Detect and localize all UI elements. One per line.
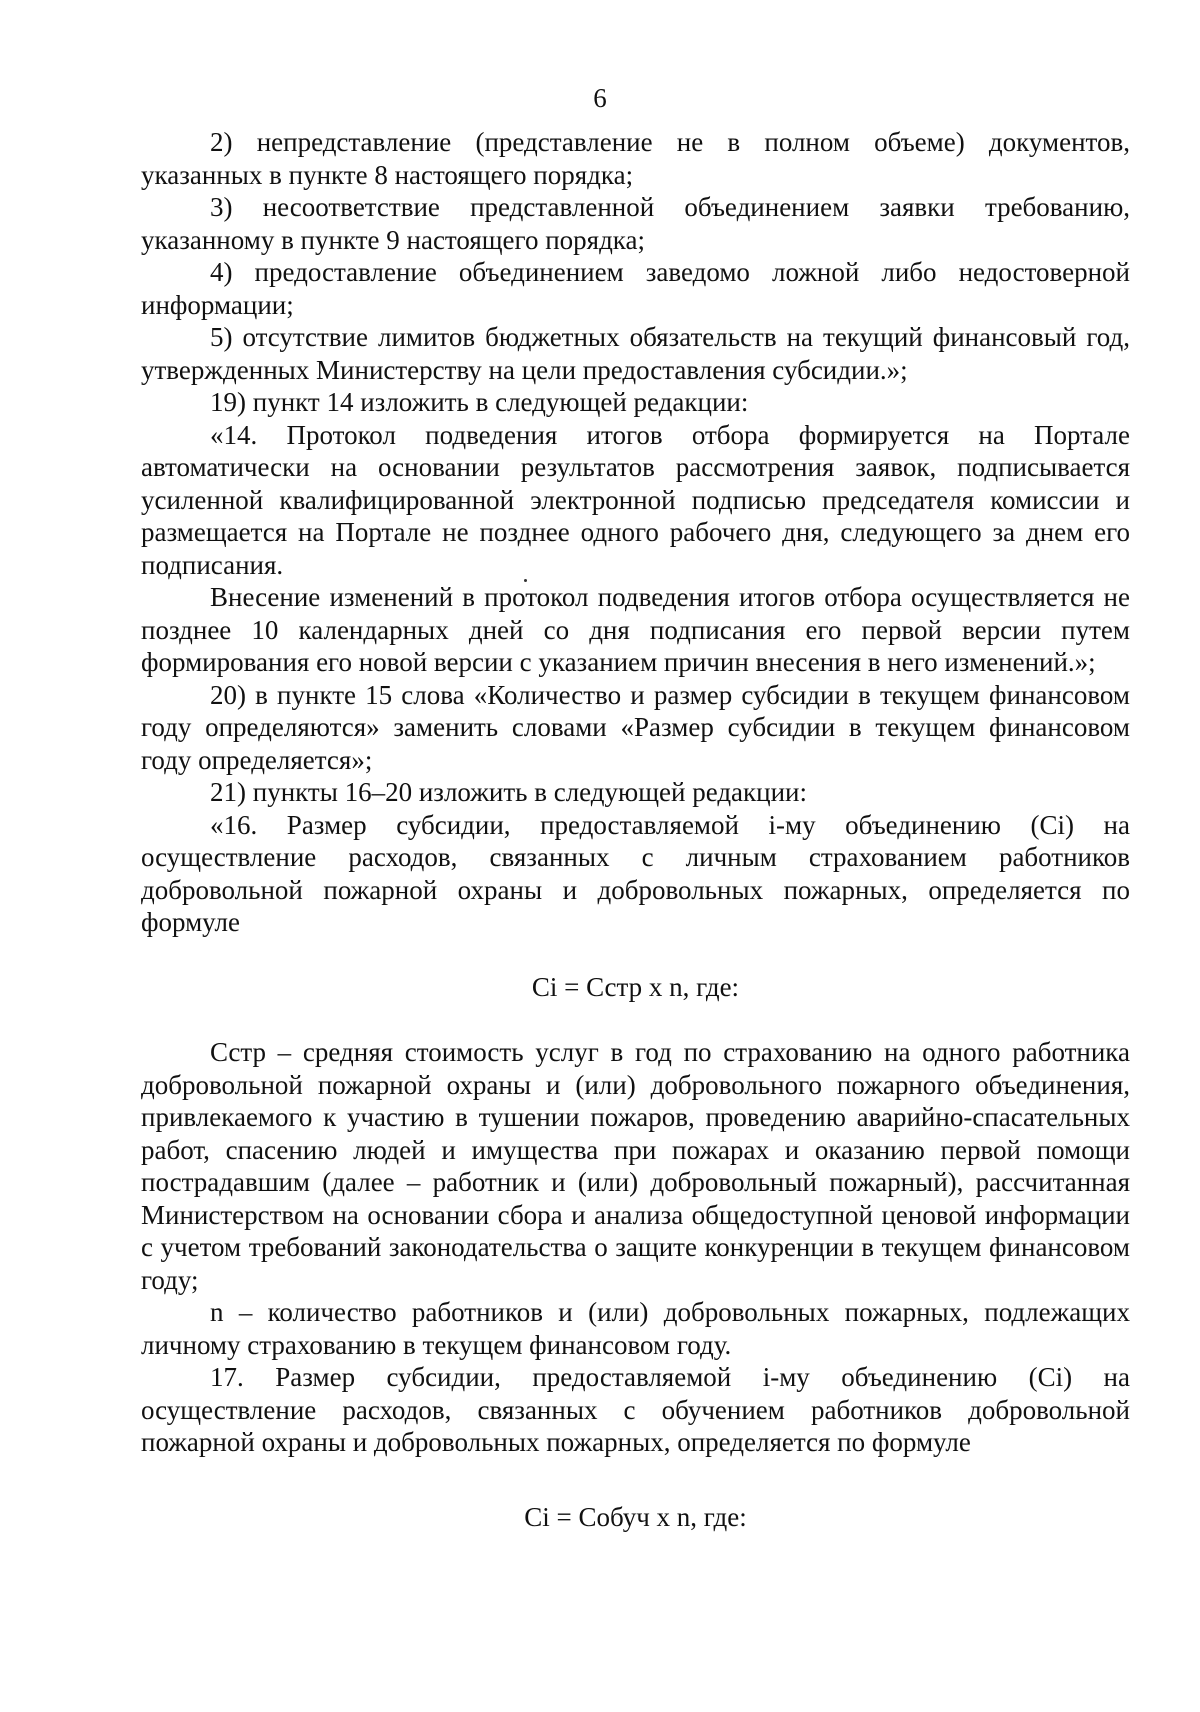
list-item-5: 5) отсутствие лимитов бюджетных обязательств на текущий финансовый год, утвержденных Министерству на цели предоставления субсидии.»; [141,322,1130,385]
list-item-4: 4) предоставление объединением заведомо ложной либо недостоверной информации; [141,257,1130,320]
page-number: 6 [593,83,607,113]
definition-csr: Сстр – средняя стоимость услуг в год по страхованию на одного работника добровольной пожарной охраны и (или) добровольного пожарного объединения, привлекаемого к участию в тушении пожаров, проведению аварийно-спасательных работ, спасению людей и имущества при пожарах и оказанию первой помощи пострадавшим (далее – работник и (или) добровольный пожарный), рассчитанная Министерством на основании сбора и анализа общедоступной ценовой информации с учетом требований законодательства о защите конкуренции в текущем финансовом году; [141,1037,1130,1295]
clause-14-text: «14. Протокол подведения итогов отбора формируется на Портале автоматически на основании результатов рассмотрения заявок, подписывается усиленной квалифицированной электронной подписью председателя комиссии и размещается на Портале не позднее одного рабочего дня, следующего за днем его подписания. [141,419,1130,580]
amendment-20: 20) в пункте 15 слова «Количество и размер субсидии в текущем финансовом году определяются» заменить словами «Размер субсидии в текущем финансовом году определяется»; [141,679,1130,775]
list-item-2: 2) непредставление (представление не в полном объеме) документов, указанных в пункте 8 настоящего порядка; [141,127,1130,190]
document-body [141,126,1130,1533]
formula-insurance: Ci = Сстр x n, где: [531,971,740,1002]
scan-speck [524,579,527,582]
clause-16-text: «16. Размер субсидии, предоставляемой i-му объединению (Ci) на осуществление расходов, связанных с личным страхованием работников добровольной пожарной охраны и добровольных пожарных, определяется по формуле [141,809,1130,937]
amendment-21: 21) пункты 16–20 изложить в следующей редакции: [210,777,808,807]
clause-14-protocol-changes: Внесение изменений в протокол подведения итогов отбора осуществляется не позднее 10 календарных дней со дня подписания его первой версии путем формирования его новой версии с указанием причин внесения в него изменений.»; [141,582,1130,677]
clause-17-text: 17. Размер субсидии, предоставляемой i-му объединению (Ci) на осуществление расходов, связанных с обучением работников добровольной пожарной охраны и добровольных пожарных, определяется по формуле [141,1362,1130,1457]
list-item-3: 3) несоответствие представленной объединением заявки требованию, указанному в пункте 9 настоящего порядка; [141,192,1130,255]
formula-training: Ci = Собуч x n, где: [524,1501,747,1532]
amendment-19: 19) пункт 14 изложить в следующей редакции: [210,387,749,417]
definition-n: n – количество работников и (или) добровольных пожарных, подлежащих личному страхованию в текущем финансовом году. [141,1297,1130,1360]
